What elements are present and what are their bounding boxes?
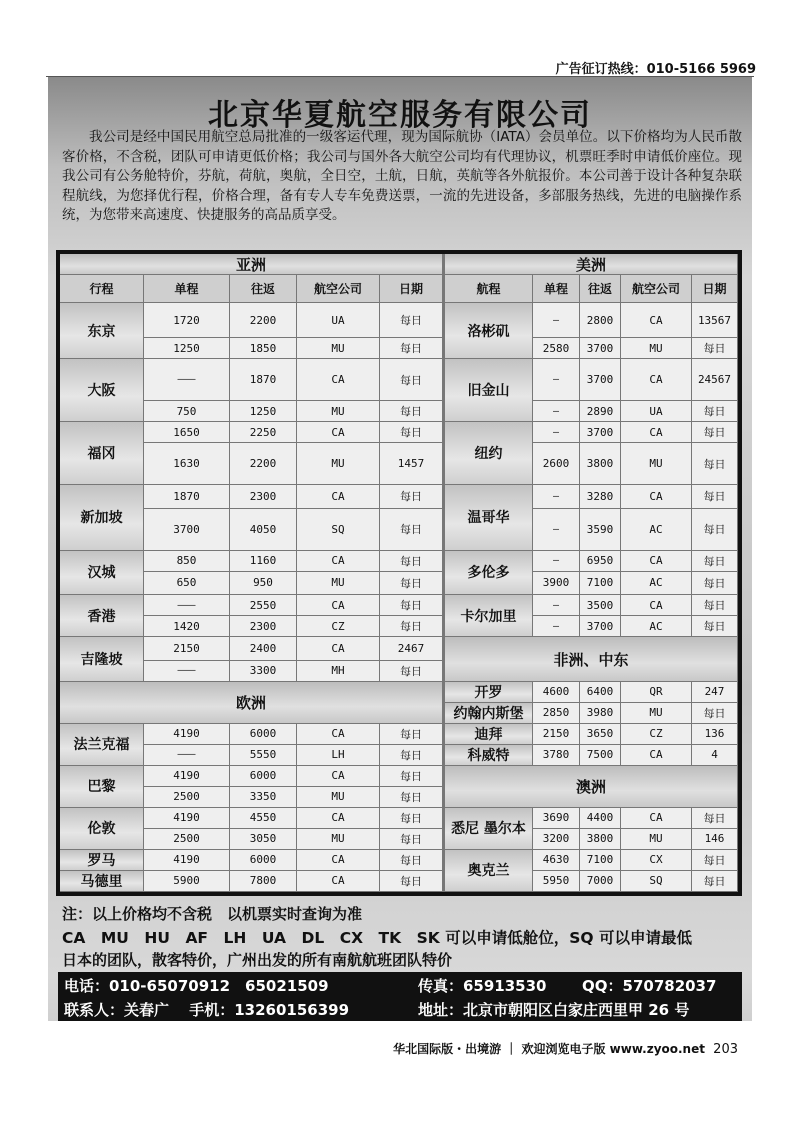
table-value-cell: 3700 [580, 359, 621, 401]
table-city-cell: 迪拜 [445, 724, 533, 745]
table-value-cell: 3780 [533, 745, 580, 766]
contact-bar-2 [58, 996, 742, 1021]
table-value-cell: CA [621, 485, 692, 508]
table-value-cell: 每日 [380, 401, 443, 422]
table-value-cell: 每日 [380, 509, 443, 551]
table-value-cell: 每日 [692, 808, 738, 829]
table-value-cell: 2800 [580, 303, 621, 338]
table-city-cell: 伦敦 [60, 808, 144, 850]
table-value-cell: AC [621, 572, 692, 595]
page-footer [393, 1040, 738, 1057]
table-section-header: 非洲、中东 [445, 637, 738, 682]
table-city-cell: 新加坡 [60, 485, 144, 551]
table-city-cell: 马德里 [60, 871, 144, 892]
table-value-cell: 2300 [230, 616, 297, 637]
table-value-cell: MH [297, 661, 380, 682]
table-value-cell: 每日 [380, 766, 443, 787]
table-value-cell: 4190 [144, 724, 230, 745]
table-header-cell: 日期 [692, 275, 738, 303]
table-value-cell: MU [297, 401, 380, 422]
table-value-cell: 3280 [580, 485, 621, 508]
contact-bar-1 [58, 972, 742, 997]
table-value-cell: 2300 [230, 485, 297, 508]
table-value-cell: 每日 [692, 485, 738, 508]
table-city-cell: 罗马 [60, 850, 144, 871]
table-city-cell: 吉隆坡 [60, 637, 144, 682]
table-value-cell: 每日 [380, 422, 443, 443]
table-city-cell: 奥克兰 [445, 850, 533, 892]
table-value-cell: — [533, 595, 580, 616]
table-value-cell: MU [297, 572, 380, 595]
table-value-cell: 3500 [580, 595, 621, 616]
table-value-cell: CA [621, 422, 692, 443]
table-value-cell: CA [621, 359, 692, 401]
table-value-cell: 3700 [580, 338, 621, 359]
contact-fax: 传真：65913530 [418, 977, 547, 995]
table-value-cell: 5900 [144, 871, 230, 892]
table-value-cell: 7500 [580, 745, 621, 766]
table-city-cell: 纽约 [445, 422, 533, 485]
table-value-cell: 每日 [380, 808, 443, 829]
table-value-cell: AC [621, 616, 692, 637]
table-value-cell: 24567 [692, 359, 738, 401]
table-value-cell: 每日 [380, 745, 443, 766]
table-value-cell: CZ [297, 616, 380, 637]
table-value-cell: 2400 [230, 637, 297, 660]
table-section-header: 美洲 [445, 254, 738, 275]
table-value-cell: 每日 [380, 595, 443, 616]
table-value-cell: 每日 [380, 661, 443, 682]
ad-hotline: 广告征订热线：010-5166 5969 [555, 62, 756, 77]
table-value-cell: 2600 [533, 443, 580, 485]
table-city-cell: 多伦多 [445, 551, 533, 596]
table-value-cell: UA [621, 401, 692, 422]
table-value-cell: 2500 [144, 787, 230, 808]
price-table-frame [56, 250, 742, 896]
table-value-cell: 3200 [533, 829, 580, 850]
table-header-cell: 往返 [230, 275, 297, 303]
table-city-cell: 法兰克福 [60, 724, 144, 766]
table-value-cell: 3690 [533, 808, 580, 829]
table-city-cell: 约翰内斯堡 [445, 703, 533, 724]
table-city-cell: 旧金山 [445, 359, 533, 422]
table-value-cell: 1457 [380, 443, 443, 485]
table-value-cell: 4190 [144, 766, 230, 787]
table-value-cell: 5950 [533, 871, 580, 892]
company-intro: 我公司是经中国民用航空总局批准的一级客运代理，现为国际航协（IATA）会员单位。以下价格均为人民币散客价格，不含税，团队可申请更低价格；我公司与国外各大航空公司均有代理协议，机票旺季时申请低价座位。现我公司有公务舱特价，芬航，荷航，奥航，全日空，土航，日航，英航等各外航报价。本公司善于设计各种复杂联程航线，为您择优行程，价格合理，备有专人专车免费送票，一流的先进设备，多部服务热线，先进的电脑操作系统，为您带来高速度、快捷服务的高品质享受。 [62, 129, 742, 223]
table-value-cell: 6950 [580, 551, 621, 572]
table-header-cell: 单程 [144, 275, 230, 303]
table-value-cell: 2890 [580, 401, 621, 422]
table-section-header: 欧洲 [60, 682, 443, 724]
table-value-cell: SQ [297, 509, 380, 551]
table-value-cell: 7100 [580, 572, 621, 595]
table-value-cell: 6000 [230, 724, 297, 745]
table-value-cell: MU [621, 338, 692, 359]
table-value-cell: 2850 [533, 703, 580, 724]
table-header-cell: 行程 [60, 275, 144, 303]
contact-person: 联系人：关春广 手机：13260156399 [64, 1001, 350, 1019]
table-value-cell: 950 [230, 572, 297, 595]
table-value-cell: 3800 [580, 829, 621, 850]
table-value-cell: 每日 [380, 850, 443, 871]
table-value-cell: 每日 [692, 703, 738, 724]
table-value-cell: 3050 [230, 829, 297, 850]
table-value-cell: 850 [144, 551, 230, 572]
table-value-cell: 650 [144, 572, 230, 595]
contact-qq: QQ：570782037 [582, 977, 717, 995]
table-value-cell: — [533, 303, 580, 338]
table-value-cell: 136 [692, 724, 738, 745]
table-value-cell: 每日 [692, 572, 738, 595]
table-value-cell: CA [297, 766, 380, 787]
contact-phone: 电话：010-65070912 65021509 [64, 977, 329, 995]
table-value-cell: 每日 [380, 572, 443, 595]
table-value-cell: 每日 [380, 303, 443, 338]
table-value-cell: 3900 [533, 572, 580, 595]
company-title: 北京华夏航空服务有限公司 [208, 98, 592, 133]
table-value-cell: CA [297, 551, 380, 572]
table-value-cell: 1720 [144, 303, 230, 338]
table-header-cell: 航空公司 [621, 275, 692, 303]
table-value-cell: CA [297, 485, 380, 508]
note-line-3: 日本的团队，散客特价，广州出发的所有南航航班团队特价 [62, 951, 453, 969]
table-value-cell: 4630 [533, 850, 580, 871]
table-value-cell: 4600 [533, 682, 580, 703]
table-value-cell: 1250 [230, 401, 297, 422]
table-value-cell: 2500 [144, 829, 230, 850]
table-value-cell: — [533, 485, 580, 508]
table-value-cell: 每日 [380, 871, 443, 892]
table-value-cell: LH [297, 745, 380, 766]
table-value-cell: 每日 [692, 401, 738, 422]
table-value-cell: 2150 [144, 637, 230, 660]
table-value-cell: 5550 [230, 745, 297, 766]
table-value-cell: — [533, 551, 580, 572]
table-value-cell: 4 [692, 745, 738, 766]
table-value-cell: 每日 [692, 551, 738, 572]
table-value-cell: 每日 [692, 422, 738, 443]
table-value-cell: 每日 [692, 871, 738, 892]
table-value-cell: 7000 [580, 871, 621, 892]
table-value-cell: 每日 [380, 359, 443, 401]
table-value-cell: 4050 [230, 509, 297, 551]
table-value-cell: 1160 [230, 551, 297, 572]
table-value-cell: 247 [692, 682, 738, 703]
table-value-cell: 1650 [144, 422, 230, 443]
table-city-cell: 洛彬矶 [445, 303, 533, 359]
table-city-cell: 香港 [60, 595, 144, 637]
table-value-cell: CA [297, 871, 380, 892]
table-value-cell: 3650 [580, 724, 621, 745]
table-value-cell: — [533, 422, 580, 443]
table-value-cell: — [533, 401, 580, 422]
table-value-cell: 1850 [230, 338, 297, 359]
table-value-cell: 750 [144, 401, 230, 422]
table-value-cell: CA [297, 808, 380, 829]
table-city-cell: 汉城 [60, 551, 144, 596]
table-value-cell: CA [621, 808, 692, 829]
table-value-cell: CA [297, 359, 380, 401]
table-value-cell: ——— [144, 359, 230, 401]
table-value-cell: MU [297, 443, 380, 485]
table-value-cell: 6000 [230, 766, 297, 787]
table-value-cell: CZ [621, 724, 692, 745]
table-value-cell: 7100 [580, 850, 621, 871]
table-value-cell: CX [621, 850, 692, 871]
table-value-cell: CA [621, 551, 692, 572]
table-value-cell: MU [297, 787, 380, 808]
table-value-cell: — [533, 359, 580, 401]
contact-address: 地址：北京市朝阳区白家庄西里甲 26 号 [418, 1001, 690, 1019]
table-value-cell: 13567 [692, 303, 738, 338]
table-value-cell: 1250 [144, 338, 230, 359]
table-section-header: 澳洲 [445, 766, 738, 808]
table-value-cell: — [533, 509, 580, 551]
table-value-cell: — [533, 616, 580, 637]
table-header-cell: 往返 [580, 275, 621, 303]
table-value-cell: CA [297, 724, 380, 745]
table-value-cell: 每日 [380, 551, 443, 572]
table-value-cell: 每日 [380, 616, 443, 637]
footer-text: 华北国际版・出境游 ｜ 欢迎浏览电子版 www.zyoo.net [393, 1042, 705, 1056]
table-section-header: 亚洲 [60, 254, 443, 275]
table-value-cell: 2467 [380, 637, 443, 660]
table-city-cell: 温哥华 [445, 485, 533, 551]
table-value-cell: CA [621, 745, 692, 766]
table-value-cell: 2150 [533, 724, 580, 745]
table-header-cell: 航程 [445, 275, 533, 303]
table-value-cell: 每日 [692, 595, 738, 616]
table-city-cell: 巴黎 [60, 766, 144, 808]
table-value-cell: SQ [621, 871, 692, 892]
table-header-cell: 航空公司 [297, 275, 380, 303]
table-value-cell: 3700 [144, 509, 230, 551]
table-value-cell: MU [297, 338, 380, 359]
table-value-cell: 3700 [580, 422, 621, 443]
table-value-cell: ——— [144, 661, 230, 682]
table-value-cell: 1870 [230, 359, 297, 401]
table-value-cell: 4550 [230, 808, 297, 829]
table-value-cell: CA [621, 303, 692, 338]
table-value-cell: 每日 [692, 850, 738, 871]
table-value-cell: 每日 [380, 338, 443, 359]
table-value-cell: 146 [692, 829, 738, 850]
table-value-cell: 1630 [144, 443, 230, 485]
table-city-cell: 悉尼 墨尔本 [445, 808, 533, 850]
table-city-cell: 卡尔加里 [445, 595, 533, 637]
table-value-cell: 每日 [380, 829, 443, 850]
table-value-cell: 4190 [144, 850, 230, 871]
table-value-cell: 4400 [580, 808, 621, 829]
table-value-cell: 3700 [580, 616, 621, 637]
table-city-cell: 大阪 [60, 359, 144, 422]
note-line-2: CA MU HU AF LH UA DL CX TK SK 可以申请低舱位，SQ 可以申请最低 [62, 929, 692, 947]
table-city-cell: 福冈 [60, 422, 144, 485]
table-value-cell: 每日 [692, 509, 738, 551]
table-value-cell: CA [297, 850, 380, 871]
table-value-cell: 6000 [230, 850, 297, 871]
table-value-cell: CA [621, 595, 692, 616]
table-value-cell: 3980 [580, 703, 621, 724]
table-value-cell: CA [297, 595, 380, 616]
table-header-cell: 单程 [533, 275, 580, 303]
table-value-cell: 每日 [692, 616, 738, 637]
table-value-cell: CA [297, 422, 380, 443]
table-value-cell: 3350 [230, 787, 297, 808]
table-value-cell: 每日 [692, 338, 738, 359]
table-value-cell: 2250 [230, 422, 297, 443]
table-value-cell: 1420 [144, 616, 230, 637]
table-value-cell: 每日 [380, 787, 443, 808]
table-city-cell: 科威特 [445, 745, 533, 766]
table-value-cell: QR [621, 682, 692, 703]
table-value-cell: ——— [144, 745, 230, 766]
table-value-cell: 4190 [144, 808, 230, 829]
table-value-cell: 3590 [580, 509, 621, 551]
table-center-divider [443, 254, 445, 892]
table-value-cell: 7800 [230, 871, 297, 892]
table-value-cell: 6400 [580, 682, 621, 703]
table-value-cell: MU [621, 829, 692, 850]
table-value-cell: MU [297, 829, 380, 850]
table-value-cell: ——— [144, 595, 230, 616]
table-value-cell: 每日 [380, 724, 443, 745]
table-value-cell: MU [621, 703, 692, 724]
table-city-cell: 东京 [60, 303, 144, 359]
table-value-cell: 2200 [230, 443, 297, 485]
table-value-cell: 3800 [580, 443, 621, 485]
table-value-cell: 3300 [230, 661, 297, 682]
table-value-cell: AC [621, 509, 692, 551]
table-value-cell: 每日 [380, 485, 443, 508]
page-number: 203 [713, 1042, 738, 1057]
table-city-cell: 开罗 [445, 682, 533, 703]
table-value-cell: 2200 [230, 303, 297, 338]
table-value-cell: 1870 [144, 485, 230, 508]
table-value-cell: 2580 [533, 338, 580, 359]
table-value-cell: UA [297, 303, 380, 338]
table-value-cell: MU [621, 443, 692, 485]
note-line-1: 注：以上价格均不含税 以机票实时查询为准 [62, 905, 363, 923]
table-value-cell: CA [297, 637, 380, 660]
table-value-cell: 每日 [692, 443, 738, 485]
table-header-cell: 日期 [380, 275, 443, 303]
price-table [60, 254, 738, 892]
table-value-cell: 2550 [230, 595, 297, 616]
